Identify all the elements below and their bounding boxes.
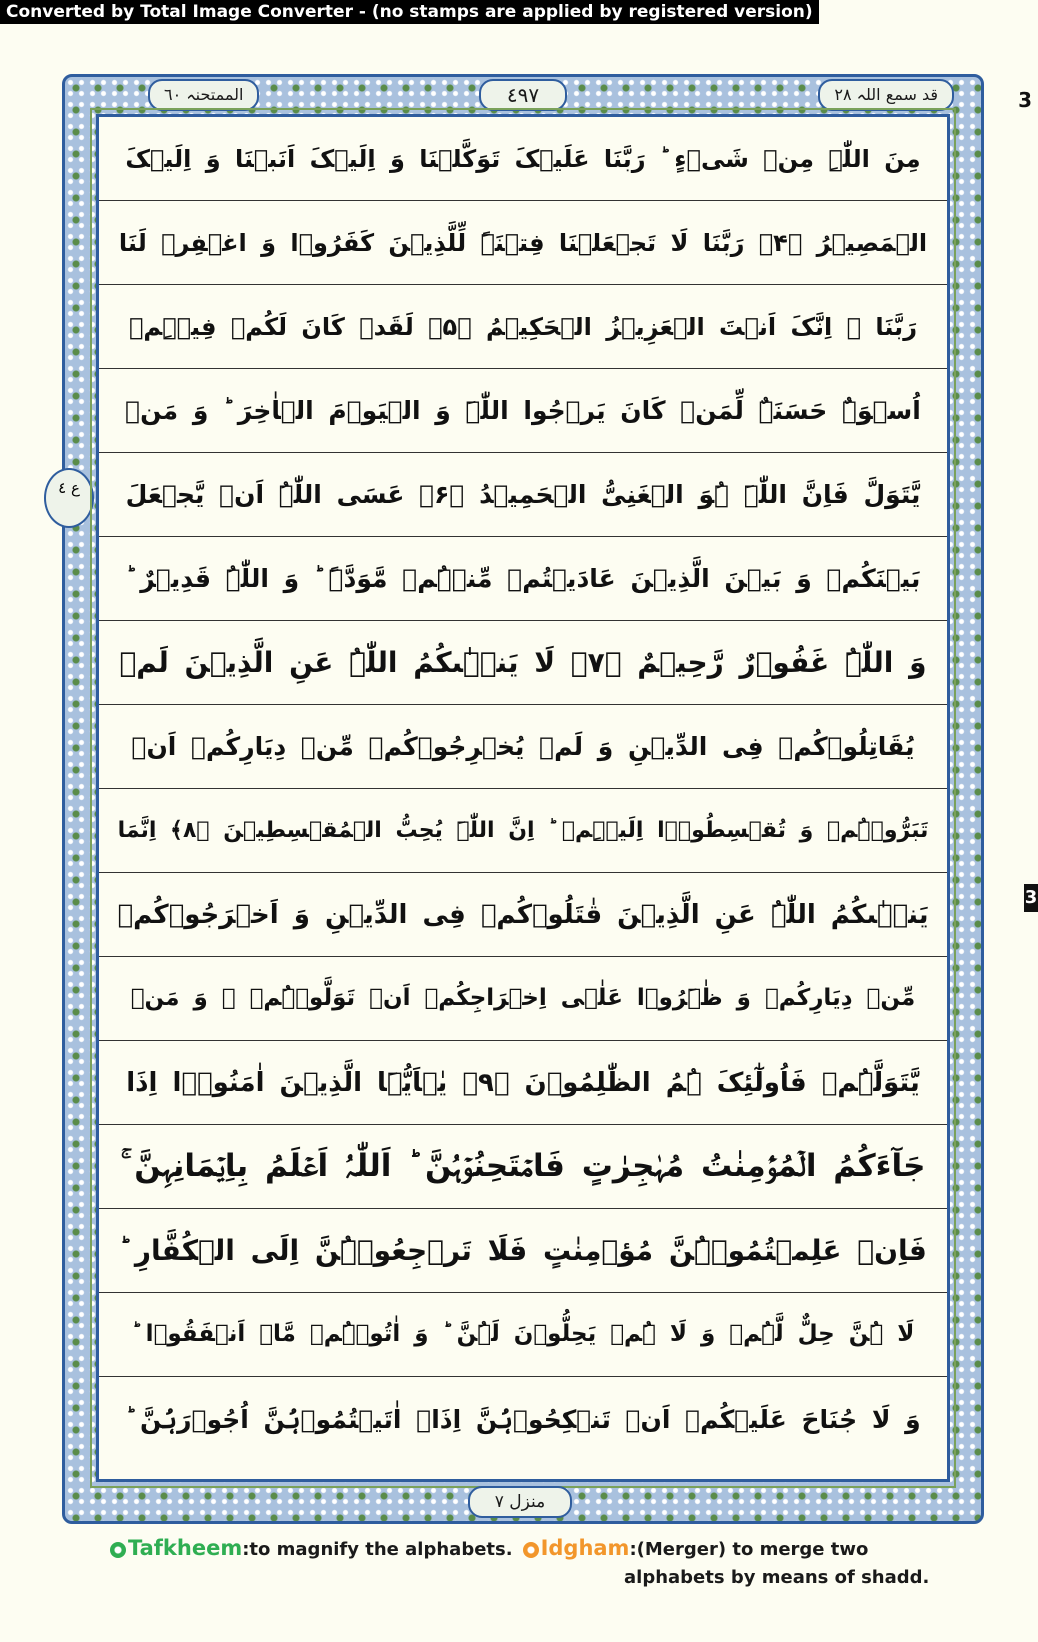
surah-name: الممتحنہ ٦٠ bbox=[148, 79, 259, 111]
verse-line bbox=[99, 1125, 947, 1209]
tafkheem-desc: :to magnify the alphabets. bbox=[242, 1539, 513, 1560]
legend-row bbox=[110, 1534, 940, 1564]
verse-line bbox=[99, 537, 947, 621]
verse-line-text: رَبَّنَا ۚ اِنَّکَ اَنۡتَ الۡعَزِیۡزُ الۡحَکِیۡمُ ﴿۵﴾ لَقَدۡ کَانَ لَکُمۡ فِیۡہِمۡ bbox=[128, 312, 918, 341]
verse-line-text: لَا ہُنَّ حِلٌّ لَّہُمۡ وَ لَا ہُمۡ یَحِلُّوۡنَ لَہُنَّ ؕ وَ اٰتُوۡہُمۡ مَّاۤ اَنۡفَقُوۡا ؕ bbox=[131, 1321, 915, 1347]
verse-line bbox=[99, 201, 947, 285]
ruku-marker: ع ٤ bbox=[44, 468, 94, 528]
verse-line bbox=[99, 621, 947, 705]
verse-line-text: یَّتَوَلَّہُمۡ فَاُولٰٓئِکَ ہُمُ الظّٰلِمُوۡنَ ﴿۹﴾ یٰۤاَیُّہَا الَّذِیۡنَ اٰمَنُوۡۤا اِذَا bbox=[126, 1067, 920, 1098]
verse-line bbox=[99, 705, 947, 789]
page-number: ٤٩٧ bbox=[479, 79, 567, 111]
tafkheem-term: Tafkheem bbox=[128, 1536, 243, 1560]
juz-name: قد سمع اللہ ٢٨ bbox=[818, 79, 954, 111]
verse-line bbox=[99, 117, 947, 201]
verse-line-text: مِنَ اللّٰہِ مِنۡ شَیۡءٍ ؕ رَبَّنَا عَلَیۡکَ تَوَکَّلۡنَا وَ اِلَیۡکَ اَنَبۡنَا وَ اِلَیۡکَ bbox=[125, 144, 921, 173]
verse-line bbox=[99, 1209, 947, 1293]
verse-line bbox=[99, 873, 947, 957]
verse-line bbox=[99, 789, 947, 873]
verse-line-text: مِّنۡ دِیَارِکُمۡ وَ ظٰہَرُوۡا عَلٰۤی اِخۡرَاجِکُمۡ اَنۡ تَوَلَّوۡہُمۡ ۚ وَ مَنۡ bbox=[130, 985, 916, 1011]
verse-line-text: بَیۡنَکُمۡ وَ بَیۡنَ الَّذِیۡنَ عَادَیۡتُمۡ مِّنۡہُمۡ مَّوَدَّۃً ؕ وَ اللّٰہُ قَدِیۡرٌ ؕ bbox=[125, 564, 921, 593]
verse-lines bbox=[99, 117, 947, 1461]
verse-line-text: وَ لَا جُنَاحَ عَلَیۡکُمۡ اَنۡ تَنۡکِحُوۡہُنَّ اِذَاۤ اٰتَیۡتُمُوۡہُنَّ اُجُوۡرَہُنَّ ؕ bbox=[125, 1404, 921, 1434]
verse-line-text: یَنۡہٰىکُمُ اللّٰہُ عَنِ الَّذِیۡنَ قٰتَلُوۡکُمۡ فِی الدِّیۡنِ وَ اَخۡرَجُوۡکُمۡ bbox=[117, 899, 929, 930]
verse-line bbox=[99, 453, 947, 537]
verse-line-text: یُقَاتِلُوۡکُمۡ فِی الدِّیۡنِ وَ لَمۡ یُخۡرِجُوۡکُمۡ مِّنۡ دِیَارِکُمۡ اَنۡ bbox=[131, 732, 915, 761]
verse-line-text: الۡمَصِیۡرُ ﴿۴﴾ رَبَّنَا لَا تَجۡعَلۡنَا فِتۡنَۃً لِّلَّذِیۡنَ کَفَرُوۡا وَ اغۡفِرۡ لَنَا bbox=[118, 228, 928, 257]
idgham-term: Idgham bbox=[540, 1536, 630, 1560]
converter-watermark: Converted by Total Image Converter - (no stamps are applied by registered version) bbox=[0, 0, 819, 24]
verse-line bbox=[99, 957, 947, 1041]
tafkheem-entry bbox=[110, 1534, 513, 1564]
verse-line-text: وَ اللّٰہُ غَفُوۡرٌ رَّحِیۡمٌ ﴿۷﴾ لَا یَنۡہٰىکُمُ اللّٰہُ عَنِ الَّذِیۡنَ لَمۡ bbox=[119, 645, 927, 679]
verse-line-text: تَبَرُّوۡہُمۡ وَ تُقۡسِطُوۡۤا اِلَیۡہِمۡ ؕ اِنَّ اللّٰہَ یُحِبُّ الۡمُقۡسِطِیۡنَ ﴿۸﴾ اِنَّمَا bbox=[117, 817, 929, 843]
side-marker-top: 3 bbox=[1018, 88, 1032, 112]
verse-line bbox=[99, 1377, 947, 1461]
side-marker-tab: 3 bbox=[1024, 884, 1038, 912]
verse-line-text: جَآءَکُمُ الۡمُؤۡمِنٰتُ مُہٰجِرٰتٍ فَامۡتَحِنُوۡہُنَّ ؕ اَللّٰہُ اَعۡلَمُ بِاِیۡمَانِہِنَّ ۚ bbox=[120, 1148, 926, 1184]
verse-line-text: یَّتَوَلَّ فَاِنَّ اللّٰہَ ہُوَ الۡغَنِیُّ الۡحَمِیۡدُ ﴿۶﴾ عَسَی اللّٰہُ اَنۡ یَّجۡعَلَ bbox=[125, 480, 921, 509]
idgham-desc-continued: alphabets by means of shadd. bbox=[624, 1567, 930, 1588]
flower-icon bbox=[110, 1542, 126, 1558]
verse-line bbox=[99, 1293, 947, 1377]
verse-line-text: اُسۡوَۃٌ حَسَنَۃٌ لِّمَنۡ کَانَ یَرۡجُوا اللّٰہَ وَ الۡیَوۡمَ الۡاٰخِرَ ؕ وَ مَنۡ bbox=[125, 396, 921, 425]
tajweed-legend bbox=[110, 1534, 940, 1592]
idgham-entry bbox=[523, 1534, 869, 1564]
verse-line bbox=[99, 1041, 947, 1125]
verse-line bbox=[99, 369, 947, 453]
verse-line bbox=[99, 285, 947, 369]
manzil-label: منزل ٧ bbox=[468, 1486, 572, 1518]
verse-line-text: فَاِنۡ عَلِمۡتُمُوۡہُنَّ مُؤۡمِنٰتٍ فَلَا تَرۡجِعُوۡہُنَّ اِلَی الۡکُفَّارِ ؕ bbox=[119, 1233, 927, 1267]
idgham-desc: :(Merger) to merge two bbox=[629, 1539, 869, 1560]
flower-icon bbox=[523, 1542, 539, 1558]
